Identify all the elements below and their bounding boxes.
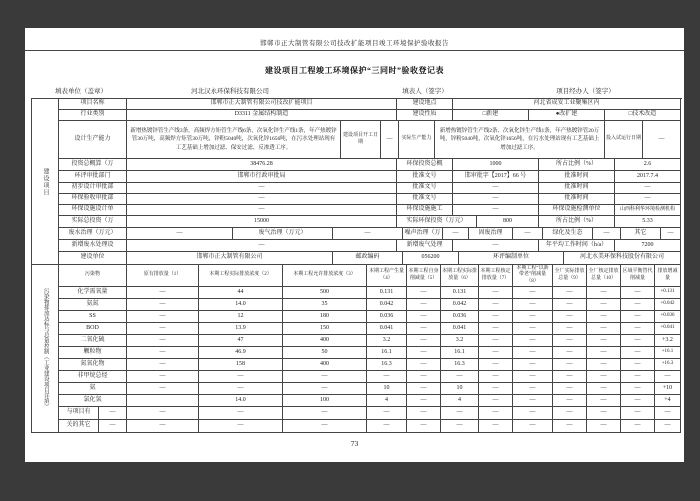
table-row <box>59 110 681 121</box>
table-cell: 邯审批字【2017】66 号 <box>453 171 539 183</box>
table-cell: — <box>407 323 441 335</box>
table-cell: 初步设计审批部 <box>59 183 127 194</box>
table-cell: — <box>453 183 539 194</box>
table-cell: 35 <box>283 299 367 311</box>
table-row <box>59 99 681 110</box>
table-cell: — <box>587 420 621 433</box>
table-cell: — <box>443 228 469 240</box>
table-cell: 16.1 <box>441 347 479 359</box>
table-cell: — <box>621 347 655 359</box>
table-cell: 邮政编码 <box>333 252 403 265</box>
table-cell: 本期工程允许排放浓度（3） <box>283 265 367 287</box>
table-cell: 全厂核定排放总量（10） <box>587 265 621 287</box>
table-cell: — <box>587 323 621 335</box>
table-cell: +3.2 <box>655 335 681 347</box>
table-cell: 1000 <box>453 159 539 171</box>
table-cell: 邯郸市行政审批局 <box>127 171 397 183</box>
table-cell: — <box>587 371 621 383</box>
table-cell: 项目名称 <box>59 99 127 110</box>
table-cell: 环保设施设计单 <box>59 205 127 216</box>
table-cell: 非甲烷总烃 <box>59 371 127 383</box>
table-row <box>59 194 681 205</box>
table-cell: 废气治理（万元） <box>233 228 333 240</box>
table-row <box>59 240 681 252</box>
table-cell: 所占比例（%） <box>539 159 615 171</box>
table-cell: 环保设施检测单位 <box>539 205 615 216</box>
table-cell: — <box>407 383 441 395</box>
table-cell: — <box>127 311 199 323</box>
table-cell: — <box>199 407 283 420</box>
table-row <box>59 216 681 228</box>
table-cell: 180 <box>283 311 367 323</box>
table-cell: — <box>621 311 655 323</box>
table-cell: 邯郸市正大制管有限公司 <box>127 252 333 265</box>
table-cell: — <box>621 323 655 335</box>
table-row <box>59 228 681 240</box>
form-meta-row <box>55 86 656 95</box>
table-cell: 7200 <box>615 240 681 252</box>
table-row <box>59 395 681 407</box>
table-cell: 所占比例（%） <box>539 216 615 228</box>
table-cell: — <box>407 287 441 299</box>
table-row <box>59 287 681 299</box>
table-cell: — <box>615 194 681 205</box>
table-cell: 3.2 <box>367 335 407 347</box>
table-cell: — <box>655 407 681 420</box>
table-cell: — <box>333 228 403 240</box>
table-cell: — <box>127 240 397 252</box>
table-cell: — <box>513 335 553 347</box>
table-cell: 二氧化硫 <box>59 335 127 347</box>
table-cell: 2.6 <box>615 159 681 171</box>
table-cell: — <box>553 407 587 420</box>
table-cell: — <box>479 335 513 347</box>
table-cell: +0.131 <box>655 287 681 299</box>
table-cell: +0.036 <box>655 311 681 323</box>
table-cell: — <box>553 323 587 335</box>
table-cell: 区域平衡替代削减量 <box>621 265 655 287</box>
table-row <box>59 183 681 194</box>
table-cell: 5.33 <box>615 216 681 228</box>
table-cell: 10 <box>367 383 407 395</box>
table-cell: 其它 <box>621 228 661 240</box>
table-cell: — <box>513 407 553 420</box>
table-cell: — <box>407 371 441 383</box>
table-cell: — <box>655 371 681 383</box>
table-cell: — <box>553 287 587 299</box>
table-cell: — <box>479 287 513 299</box>
table-cell: — <box>127 205 397 216</box>
table-cell: — <box>553 359 587 371</box>
table-cell: — <box>593 228 621 240</box>
table-cell: 建设性质 <box>397 110 453 121</box>
table-cell: — <box>441 407 479 420</box>
table-cell: 原有排放量（1） <box>127 265 199 287</box>
table-cell: 河北省成安工业聚集区内 <box>453 99 681 110</box>
registration-table <box>31 98 682 433</box>
table-cell: 056200 <box>403 252 459 265</box>
table-cell: 氯化氢 <box>59 395 127 407</box>
table-cell: 环保验收审批部 <box>59 194 127 205</box>
table-cell: — <box>127 407 199 420</box>
table-row <box>59 171 681 183</box>
table-cell: — <box>127 383 199 395</box>
table-cell: 环保设施施工 <box>397 205 453 216</box>
table-cell: SS <box>59 311 127 323</box>
table-cell: — <box>513 371 553 383</box>
table-cell: 年平均工作时间（h/a） <box>539 240 615 252</box>
table-cell: 800 <box>477 216 539 228</box>
fill-unit-value: 河北汉永环保科技有限公司 <box>191 88 269 95</box>
table-cell: BOD <box>59 323 127 335</box>
table-cell: — <box>127 194 397 205</box>
table-cell: — <box>99 407 127 420</box>
table-cell: 本期工程自身削减量（5） <box>407 265 441 287</box>
table-cell: — <box>513 359 553 371</box>
table-cell: 批准文号 <box>397 171 453 183</box>
table-cell: — <box>441 371 479 383</box>
table-cell: — <box>127 299 199 311</box>
table-cell: — <box>655 420 681 433</box>
table-cell: — <box>127 323 199 335</box>
table-cell: 氨 <box>59 383 127 395</box>
table-cell: — <box>127 371 199 383</box>
table-cell: 行业类别 <box>59 110 127 121</box>
table-cell: +16.1 <box>655 347 681 359</box>
table-cell: — <box>661 228 681 240</box>
fill-unit-label: 填表单位（盖章） <box>55 88 107 95</box>
table-cell: — <box>513 287 553 299</box>
table-cell: — <box>407 347 441 359</box>
table-cell: — <box>479 299 513 311</box>
table-row <box>59 347 681 359</box>
table-cell: 固废治理 <box>469 228 513 240</box>
table-cell: 158 <box>199 359 283 371</box>
table-cell: 0.041 <box>367 323 407 335</box>
table-row <box>59 420 681 433</box>
table-cell: 12 <box>199 311 283 323</box>
table-cell: ●改扩建 <box>529 110 605 121</box>
table-cell: — <box>587 287 621 299</box>
table-cell: 投资总概算（万 <box>59 159 127 171</box>
table-cell: — <box>513 299 553 311</box>
table-cell: — <box>513 323 553 335</box>
report-header: 邯郸市正大制管有限公司技改扩能项目竣工环境保护验收报告 <box>25 28 684 51</box>
table-cell: — <box>199 383 283 395</box>
table-row <box>59 205 681 216</box>
table-cell: — <box>127 287 199 299</box>
table-row <box>59 323 681 335</box>
table-cell: 建设项目开工日期 <box>341 121 381 159</box>
table-cell: — <box>587 359 621 371</box>
table-cell: — <box>127 335 199 347</box>
table-cell: — <box>283 371 367 383</box>
table-cell: — <box>587 311 621 323</box>
table-row <box>59 383 681 395</box>
table-cell: 44 <box>199 287 283 299</box>
table-cell: D3311 金属结构制造 <box>127 110 397 121</box>
table-cell: 150 <box>283 323 367 335</box>
table-cell: — <box>587 347 621 359</box>
table-cell: — <box>587 383 621 395</box>
table-cell: +0.041 <box>655 323 681 335</box>
table-cell: — <box>407 407 441 420</box>
table-cell: 4 <box>367 395 407 407</box>
table-cell: — <box>513 420 553 433</box>
table-cell: — <box>553 335 587 347</box>
table-cell: 化学需氧量 <box>59 287 127 299</box>
table-cell: +4 <box>655 395 681 407</box>
table-cell: 46.9 <box>199 347 283 359</box>
table-cell: — <box>479 420 513 433</box>
table-cell: — <box>367 407 407 420</box>
table-cell: 批准时间 <box>539 171 615 183</box>
table-cell: — <box>621 335 655 347</box>
table-cell: 4 <box>441 395 479 407</box>
table-cell: — <box>513 311 553 323</box>
table-row <box>59 371 681 383</box>
table-row <box>59 311 681 323</box>
table-cell: — <box>127 420 199 433</box>
table-cell: 绿化及生态 <box>543 228 593 240</box>
table-cell: 0.036 <box>367 311 407 323</box>
table-cell: — <box>283 383 367 395</box>
table-cell: 400 <box>283 335 367 347</box>
table-cell: — <box>587 407 621 420</box>
table-cell: — <box>199 420 283 433</box>
table-cell: — <box>553 299 587 311</box>
table-cell: — <box>553 311 587 323</box>
table-cell: — <box>479 395 513 407</box>
table-cell: 批准文号 <box>397 183 453 194</box>
table-cell: 本期工程“以新带老”削减量（8） <box>513 265 553 287</box>
table-cell: □新建 <box>453 110 529 121</box>
table-cell: — <box>587 335 621 347</box>
table-cell: 噪声治理（万 <box>403 228 443 240</box>
table-cell: 500 <box>283 287 367 299</box>
table-cell: — <box>621 420 655 433</box>
table-cell: — <box>479 383 513 395</box>
table-cell: — <box>587 395 621 407</box>
table-cell: — <box>199 371 283 383</box>
table-cell: 0.131 <box>367 287 407 299</box>
table-cell: — <box>621 371 655 383</box>
table-cell: 建设地点 <box>397 99 453 110</box>
form-title: 建设项目工程竣工环境保护“三同时”验收登记表 <box>265 66 444 75</box>
table-cell: 15000 <box>127 216 397 228</box>
table-cell: 新增热镀锌管生产线3条，高频焊方矩管生产线6条，次氧化锌生产线1条，年产热镀锌管30万吨，高频焊方矩管30万吨，锌粉5040吨，次氧化锌1656吨，在污水处理站现有工艺基础上增加过滤、保安过滤、反渗透工序。 <box>127 121 341 159</box>
table-cell: — <box>453 194 539 205</box>
table-cell: 新增热镀锌管生产线2条、次氧化锌生产线1条，年产热镀锌管20万吨，锌粉5040吨，次氧化锌1656吨，在污水处理站现有工艺基础上增加过滤工序。 <box>435 121 605 159</box>
table-cell: — <box>453 205 539 216</box>
table-row <box>59 252 681 265</box>
table-cell: 3.2 <box>441 335 479 347</box>
table-cell: 批准时间 <box>539 183 615 194</box>
table-cell: +16.3 <box>655 359 681 371</box>
table-cell: — <box>127 347 199 359</box>
table-cell: — <box>407 311 441 323</box>
table-row <box>59 359 681 371</box>
table-cell: 实际总投资（万 <box>59 216 127 228</box>
table-cell: 投入试运行日期 <box>605 121 643 159</box>
table-cell <box>127 395 199 407</box>
table-cell: 环保投资总概 <box>397 159 453 171</box>
table-cell: 本期工程核定排放量（7） <box>479 265 513 287</box>
table-cell: +10 <box>655 383 681 395</box>
table-cell: 100 <box>283 395 367 407</box>
table-cell: — <box>553 383 587 395</box>
table-cell: 0.041 <box>441 323 479 335</box>
table-cell: 环评编制单位 <box>459 252 564 265</box>
table-cell: — <box>407 299 441 311</box>
table-cell: — <box>513 228 543 240</box>
table-cell: — <box>453 240 539 252</box>
table-cell: — <box>381 121 399 159</box>
table-cell: — <box>441 420 479 433</box>
table-cell: 实际生产能力 <box>399 121 435 159</box>
table-cell: 全厂实际排放总量（9） <box>553 265 587 287</box>
table-row <box>59 299 681 311</box>
table-cell: 环评审批部门 <box>59 171 127 183</box>
table-cell: 新增废气处理 <box>397 240 453 252</box>
table-cell: 颗粒物 <box>59 347 127 359</box>
page-number: 73 <box>350 439 359 448</box>
table-cell: — <box>407 420 441 433</box>
table-cell: — <box>587 299 621 311</box>
table-cell: 38476.28 <box>127 159 397 171</box>
table-cell: — <box>513 347 553 359</box>
table-grid <box>59 99 681 433</box>
table-cell: 400 <box>283 359 367 371</box>
table-cell: — <box>479 359 513 371</box>
table-cell: 山西科利华环境检测机构 <box>615 205 681 216</box>
table-cell: — <box>479 371 513 383</box>
table-cell: — <box>621 407 655 420</box>
table-cell: 47 <box>199 335 283 347</box>
table-cell: — <box>479 407 513 420</box>
section-label-column <box>32 99 59 433</box>
table-cell: — <box>127 183 397 194</box>
table-cell: — <box>127 228 233 240</box>
table-cell: 污染物 <box>59 265 127 287</box>
table-cell: 14.0 <box>199 395 283 407</box>
table-cell: 0.131 <box>441 287 479 299</box>
table-cell: — <box>553 395 587 407</box>
table-cell: 氮氧化物 <box>59 359 127 371</box>
table-cell: □技术改造 <box>605 110 681 121</box>
table-cell: — <box>283 407 367 420</box>
table-cell: — <box>621 383 655 395</box>
table-cell: — <box>99 420 127 433</box>
table-cell: — <box>127 359 199 371</box>
table-cell: — <box>407 395 441 407</box>
table-cell: 河北水美环保科技股份有限公司 <box>564 252 681 265</box>
table-cell: — <box>367 371 407 383</box>
table-cell: 关的其它 <box>59 420 99 433</box>
table-cell: — <box>621 359 655 371</box>
table-cell: — <box>643 121 681 159</box>
table-cell: — <box>513 395 553 407</box>
table-cell: 批准时间 <box>539 194 615 205</box>
table-cell: — <box>621 395 655 407</box>
table-cell: — <box>479 311 513 323</box>
table-cell: 与项目有 <box>59 407 99 420</box>
table-cell: +0.042 <box>655 299 681 311</box>
table-row <box>59 121 681 159</box>
table-cell: 新增废水处理设 <box>59 240 127 252</box>
table-cell: — <box>553 371 587 383</box>
table-cell: 16.3 <box>441 359 479 371</box>
table-cell: — <box>479 347 513 359</box>
table-cell: — <box>621 299 655 311</box>
table-cell: — <box>621 287 655 299</box>
table-cell: 实际环保投资（万元） <box>397 216 477 228</box>
table-row <box>59 159 681 171</box>
table-cell: 废水治理（万元） <box>59 228 127 240</box>
section-label-pollutant: 污染物排放达标与总量控制（工业建设项目详填） <box>32 265 59 433</box>
table-cell: 2017.7.4 <box>615 171 681 183</box>
table-cell: 排放增减量 <box>655 265 681 287</box>
table-cell: — <box>513 383 553 395</box>
table-cell: 本期工程产生量（4） <box>367 265 407 287</box>
table-cell: 本期工程实际排放浓度（2） <box>199 265 283 287</box>
table-cell: 本期工程实际排放量（6） <box>441 265 479 287</box>
table-cell: — <box>407 359 441 371</box>
table-cell: — <box>407 335 441 347</box>
section-label-project: 建设项目 <box>32 99 59 265</box>
table-cell: 0.036 <box>441 311 479 323</box>
table-row <box>59 335 681 347</box>
table-cell: 氨氮 <box>59 299 127 311</box>
table-cell: 邯郸市正大制管有限公司技改扩能项目 <box>127 99 397 110</box>
table-cell: — <box>553 347 587 359</box>
table-cell: 建设单位 <box>59 252 127 265</box>
table-cell: 16.1 <box>367 347 407 359</box>
table-cell: 13.9 <box>199 323 283 335</box>
table-cell: — <box>283 420 367 433</box>
table-row <box>59 265 681 287</box>
table-cell: 16.3 <box>367 359 407 371</box>
table-cell: — <box>479 323 513 335</box>
table-cell: — <box>367 420 407 433</box>
table-cell: 设计生产能力 <box>59 121 127 159</box>
table-row <box>59 407 681 420</box>
table-cell: — <box>553 420 587 433</box>
project-handler-label: 项目经办人（签字） <box>556 88 615 95</box>
table-cell: 0.042 <box>441 299 479 311</box>
table-cell: 50 <box>283 347 367 359</box>
table-cell: — <box>615 183 681 194</box>
table-cell: 14.0 <box>199 299 283 311</box>
table-cell: 批准文号 <box>397 194 453 205</box>
table-cell: 10 <box>441 383 479 395</box>
fill-person-label: 填表人（签字） <box>402 88 448 95</box>
document-page <box>25 28 684 462</box>
table-cell: 0.042 <box>367 299 407 311</box>
